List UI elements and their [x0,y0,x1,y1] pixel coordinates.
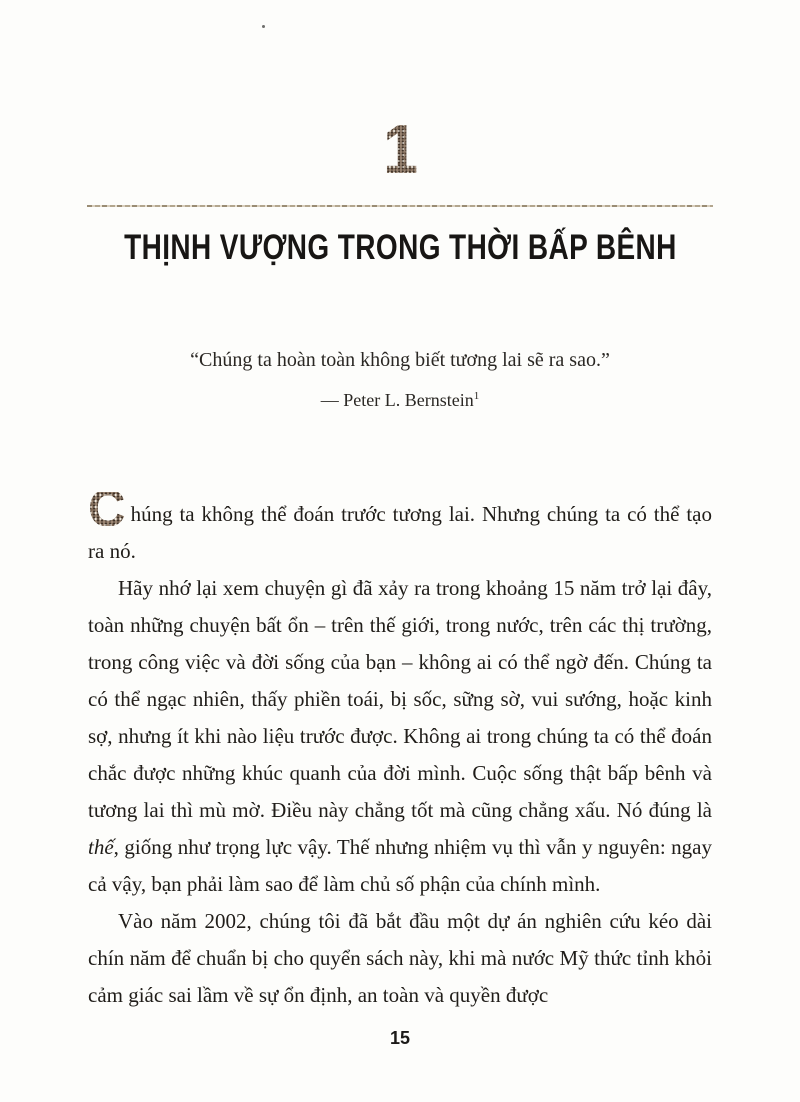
epigraph-quote: “Chúng ta hoàn toàn không biết tương lai sẽ ra sao.” [190,349,610,371]
divider-rule [87,205,713,207]
dropcap: C [88,480,126,538]
paragraph-3-text: Vào năm 2002, chúng tôi đã bắt đầu một dự án nghiên cứu kéo dài chín năm để chuẩn bị cho quyển sách này, khi mà nước Mỹ thức tỉnh khỏi cảm giác sai lầm về sự ổn định, an toàn và quyền được [88,909,712,1007]
chapter-number [0,110,800,202]
epigraph-attribution [0,390,800,411]
page-number [0,1028,800,1049]
page-number-text: 15 [389,1028,411,1048]
epigraph-attribution-text: — Peter L. Bernstein [320,390,474,410]
paragraph-1 [88,480,712,570]
paragraph-2-text-b: , giống như trọng lực vậy. Thế nhưng nhiệm vụ thì vẫn y nguyên: ngay cả vậy, bạn phải làm sao để làm chủ số phận của chính mình. [88,835,712,896]
chapter-title [0,228,800,268]
paragraph-2-italic-word: thế [88,835,114,859]
scan-speck [262,25,265,28]
attribution-footnote-marker: 1 [473,390,480,402]
paragraph-3 [88,903,712,1014]
paragraph-2 [88,570,712,903]
paragraph-1-text: húng ta không thể đoán trước tương lai. Nhưng chúng ta có thể tạo ra nó. [88,502,712,563]
paragraph-2-text-a: Hãy nhớ lại xem chuyện gì đã xảy ra trong khoảng 15 năm trở lại đây, toàn những chuyện bất ổn – trên thế giới, trong nước, trên các thị trường, trong công việc và đời sống của bạn – không ai có thể ngờ đến. Chúng ta có thể ngạc nhiên, thấy phiền toái, bị sốc, sững sờ, vui sướng, hoặc kinh sợ, nhưng ít khi nào liệu trước được. Không ai trong chúng ta có thể đoán chắc được những khúc quanh của đời mình. Cuộc sống thật bấp bênh và tương lai thì mù mờ. Điều này chẳng tốt mà cũng chẳng xấu. Nó đúng là [88,576,712,822]
chapter-number-glyph: 1 [382,110,418,188]
body-text [88,480,712,1014]
chapter-title-text: THỊNH VƯỢNG TRONG THỜI BẤP BÊNH [123,228,677,267]
